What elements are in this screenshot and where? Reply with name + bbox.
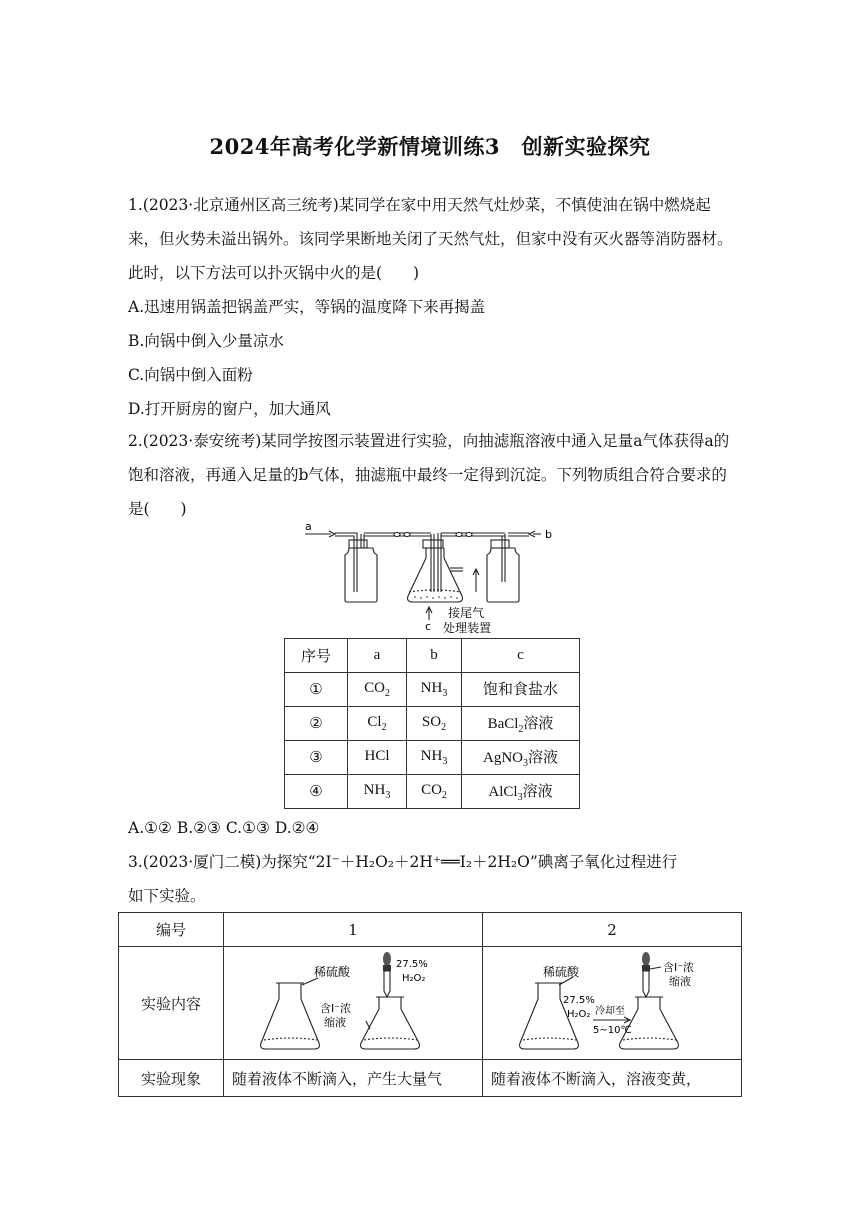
label-h2o2: H₂O₂ (567, 1009, 591, 1020)
table-header: 1 (224, 913, 483, 947)
table-header: a (348, 639, 407, 673)
table-cell: 饱和食盐水 (462, 673, 580, 707)
page-title: 2024年高考化学新情境训练3 创新实验探究 (209, 134, 651, 159)
figure-label-tail2: 处理装置 (443, 621, 492, 635)
table-cell: BaCl$_2$溶液 (462, 707, 580, 741)
q2-table (284, 638, 580, 809)
table-header-row (285, 639, 580, 673)
question-3-stem-line1: 3.(2023·厦门二模)为探究“2I⁻＋H₂O₂＋2H⁺══I₂＋2H₂O”碘离子氧化过程进行 (128, 853, 678, 871)
q2-apparatus-figure (305, 522, 565, 637)
label-iodide-2: 缩液 (324, 1016, 346, 1029)
table-cell: ③ (285, 741, 348, 775)
table-cell: HCl (348, 741, 407, 775)
figure-label-a: a (305, 522, 312, 533)
table-cell: 实验现象 (119, 1060, 224, 1097)
table-row (285, 673, 580, 707)
label-dilute-acid: 稀硫酸 (543, 965, 580, 979)
question-2-stem: 2.(2023·泰安统考)某同学按图示装置进行实验，向抽滤瓶溶液中通入足量a气体获得a的饱和溶液，再通入足量的b气体，抽滤瓶中最终一定得到沉淀。下列物质组合符合要求的是( ) (128, 432, 730, 518)
label-concentration: 27.5% (563, 995, 595, 1006)
figure-label-tail1: 接尾气 (448, 606, 485, 620)
label-temperature: 5~10℃ (593, 1025, 632, 1036)
experiment-1-figure-cell (224, 947, 483, 1060)
table-cell: 实验内容 (119, 947, 224, 1060)
label-cool-to: 冷却至 (595, 1006, 625, 1017)
table-cell: 随着液体不断滴入，溶液变黄， (483, 1060, 742, 1097)
label-dilute-acid: 稀硫酸 (314, 965, 351, 979)
table-row (285, 775, 580, 809)
figure-label-b: b (545, 528, 552, 541)
table-row (119, 1060, 742, 1097)
table-cell: 随着液体不断滴入，产生大量气 (224, 1060, 483, 1097)
q1-option-c: C.向锅中倒入面粉 (128, 366, 253, 384)
q1-option-a: A.迅速用锅盖把锅盖严实，等锅的温度降下来再揭盖 (128, 298, 486, 316)
q1-option-d: D.打开厨房的窗户，加大通风 (128, 400, 331, 418)
experiment-2-figure (483, 947, 741, 1059)
table-cell: $NH_3$ (407, 741, 462, 775)
table-header-row (119, 913, 742, 947)
table-cell: ② (285, 707, 348, 741)
table-cell: $CO_2$ (407, 775, 462, 809)
table-cell: ④ (285, 775, 348, 809)
label-h2o2: H₂O₂ (402, 973, 426, 984)
label-iodide-1: 含I⁻浓 (320, 1002, 352, 1015)
table-header: 序号 (285, 639, 348, 673)
table-row (119, 947, 742, 1060)
experiment-2-figure-cell (483, 947, 742, 1060)
table-header: b (407, 639, 462, 673)
figure-label-c: c (425, 620, 432, 633)
label-iodide-2: 缩液 (669, 975, 691, 988)
table-cell: AgNO$_3$溶液 (462, 741, 580, 775)
table-cell: $NH_3$ (407, 673, 462, 707)
table-cell: AlCl$_3$溶液 (462, 775, 580, 809)
table-cell: $Cl_2$ (348, 707, 407, 741)
q1-option-b: B.向锅中倒入少量凉水 (128, 332, 284, 350)
q3-table (118, 912, 742, 1097)
label-iodide-1: 含I⁻浓 (663, 961, 695, 974)
table-header: c (462, 639, 580, 673)
table-row (285, 707, 580, 741)
table-row (285, 741, 580, 775)
experiment-1-figure (224, 947, 482, 1059)
table-cell: $NH_3$ (348, 775, 407, 809)
question-1-stem: 1.(2023·北京通州区高三统考)某同学在家中用天然气灶炒菜，不慎使油在锅中燃烧起来，但火势未溢出锅外。该同学果断地关闭了天然气灶，但家中没有灭火器等消防器材。此时，以下方法可以扑灭锅中火的是( ) (128, 196, 733, 282)
question-3-stem-line2: 如下实验。 (128, 887, 206, 905)
table-cell: $SO_2$ (407, 707, 462, 741)
q2-answer-choices: A.①② B.②③ C.①③ D.②④ (128, 819, 320, 837)
table-cell: ① (285, 673, 348, 707)
table-header: 2 (483, 913, 742, 947)
label-concentration: 27.5% (396, 959, 428, 970)
table-cell: $CO_2$ (348, 673, 407, 707)
table-header: 编号 (119, 913, 224, 947)
